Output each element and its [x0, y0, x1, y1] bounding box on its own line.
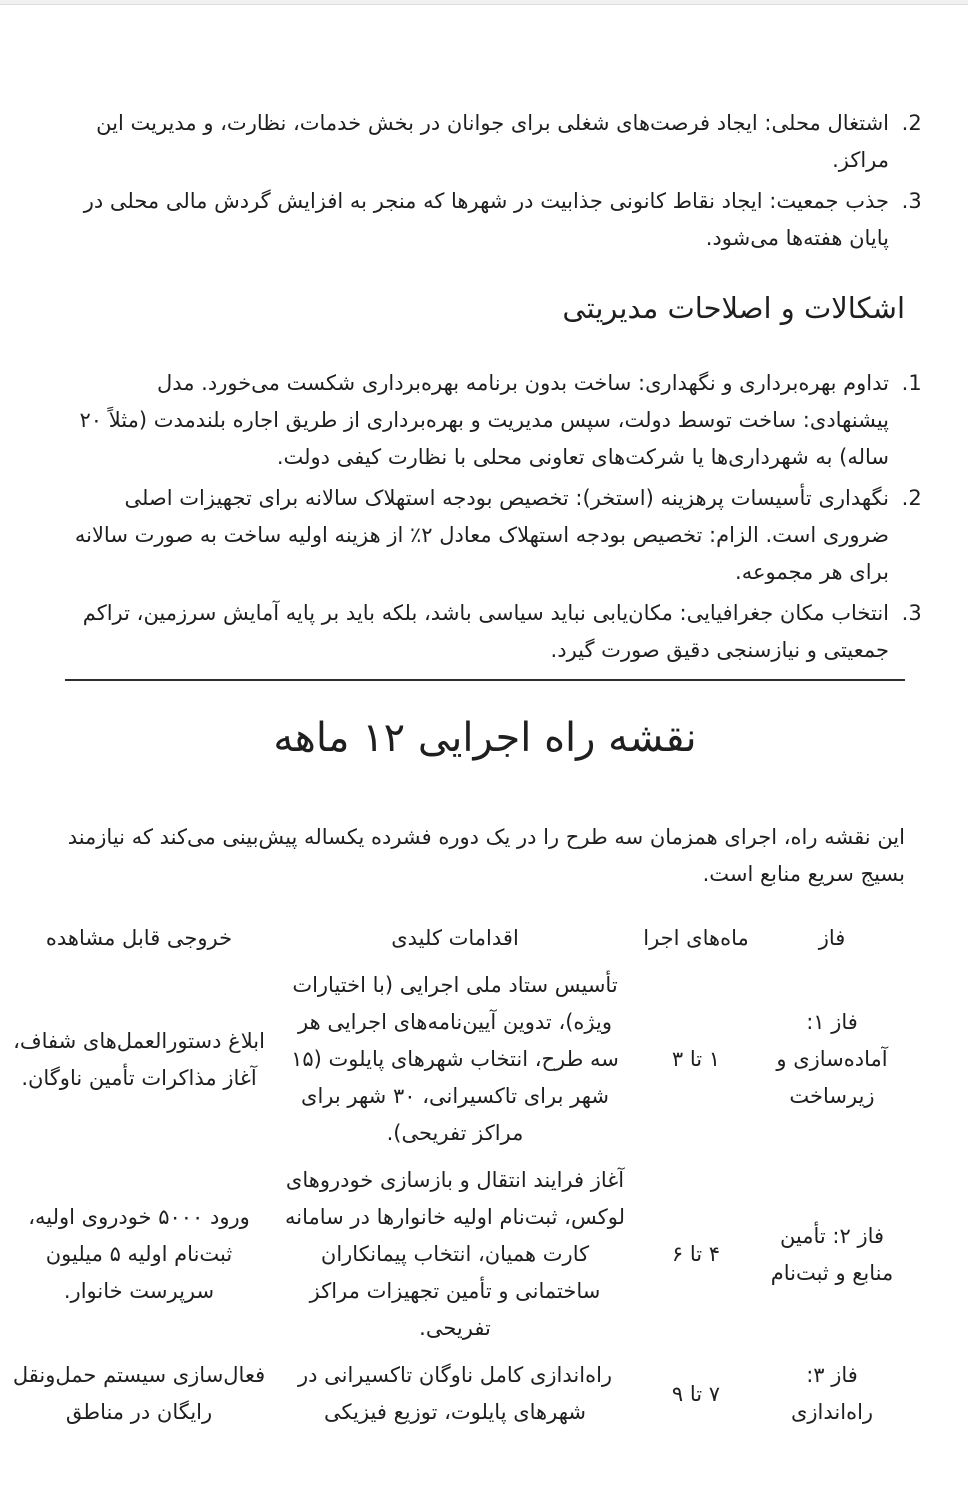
- col-header-output: خروجی قابل مشاهده: [45, 926, 233, 950]
- table-header-row: [1, 915, 905, 962]
- cell-phase: فاز ۱: آماده‌سازی و زیرساخت: [776, 1010, 888, 1108]
- section-divider: [65, 679, 905, 681]
- col-header-actions: اقدامات کلیدی: [391, 926, 519, 950]
- table-row: [1, 1157, 905, 1352]
- section-heading: اشکالات و اصلاحات مدیریتی: [562, 291, 905, 325]
- roadmap-intro: این نقشه راه، اجرای همزمان سه طرح را در یک دوره فشرده یکساله پیش‌بینی می‌کند که نیازمند بسیج سریع منابع است.: [67, 825, 905, 886]
- roadmap-title: نقشه راه اجرایی ۱۲ ماهه: [273, 715, 697, 761]
- cell-phase: فاز ۳: راه‌اندازی: [790, 1363, 874, 1424]
- cell-months: ۴ تا ۶: [671, 1242, 721, 1266]
- col-header-months: ماه‌های اجرا: [643, 926, 749, 950]
- table-row: [1, 1352, 905, 1436]
- list-item: 2. نگهداری تأسیسات پرهزینه (استخر): تخصیص بودجه استهلاک سالانه برای تجهیزات اصلی ضروری است. الزام: تخصیص بودجه استهلاک معادل ۲٪ از هزینه اولیه ساخت به صورت سالانه برای هر مجموعه.: [65, 480, 895, 591]
- cell-phase: فاز ۲: تأمین منابع و ثبت‌نام: [770, 1223, 894, 1285]
- cell-months: ۷ تا ۹: [671, 1381, 721, 1406]
- cell-actions: تأسیس ستاد ملی اجرایی (با اختیارات ویژه)، تدوین آیین‌نامه‌های اجرایی هر سه طرح، انتخاب شهرهای پایلوت (۱۵ شهر برای تاکسیرانی، ۳۰ شهر برای مراکز تفریحی).: [291, 973, 619, 1145]
- cell-output: ورود ۵۰۰۰ خودروی اولیه، ثبت‌نام اولیه ۵ میلیون سرپرست خانوار.: [28, 1205, 250, 1303]
- list-item: 3. جذب جمعیت: ایجاد نقاط کانونی جذابیت در شهرها که منجر به افزایش گردش مالی محلی در پایان هفته‌ها می‌شود.: [65, 183, 895, 257]
- cell-actions: آغاز فرایند انتقال و بازسازی خودروهای لوکس، ثبت‌نام اولیه خانوارها در سامانه کارت همیان، انتخاب پیمانکاران ساختمانی و تأمین تجهیزات مراکز تفریحی.: [285, 1168, 625, 1340]
- list-item: 1. تداوم بهره‌برداری و نگهداری: ساخت بدون برنامه بهره‌برداری شکست می‌خورد. مدل پیشنهادی: ساخت توسط دولت، سپس مدیریت و بهره‌برداری از طریق اجاره بلندمدت (مثلاً ۲۰ ساله) به شهرداری‌ها یا شرکت‌های تعاونی محلی با نظارت کیفی دولت.: [65, 365, 895, 476]
- document-page: [0, 5, 968, 1436]
- issues-list: [65, 365, 925, 669]
- cell-actions: راه‌اندازی کامل ناوگان تاکسیرانی در شهرهای پایلوت، توزیع فیزیکی: [297, 1363, 613, 1424]
- list-item: 2. اشتغال محلی: ایجاد فرصت‌های شغلی برای جوانان در بخش خدمات، نظارت، و مدیریت این مراکز.: [65, 105, 895, 179]
- list-item: 3. انتخاب مکان جغرافیایی: مکان‌یابی نباید سیاسی باشد، بلکه باید بر پایه آمایش سرزمین، تراکم جمعیتی و نیازسنجی دقیق صورت گیرد.: [65, 595, 895, 669]
- cell-months: ۱ تا ۳: [671, 1047, 721, 1071]
- roadmap-table: [1, 915, 905, 1436]
- cell-output: فعال‌سازی سیستم حمل‌ونقل رایگان در مناطق: [12, 1363, 266, 1424]
- benefits-list: [65, 105, 925, 257]
- cell-output: ابلاغ دستورالعمل‌های شفاف، آغاز مذاکرات تأمین ناوگان.: [13, 1028, 265, 1090]
- table-row: [1, 962, 905, 1157]
- col-header-phase: فاز: [818, 926, 846, 950]
